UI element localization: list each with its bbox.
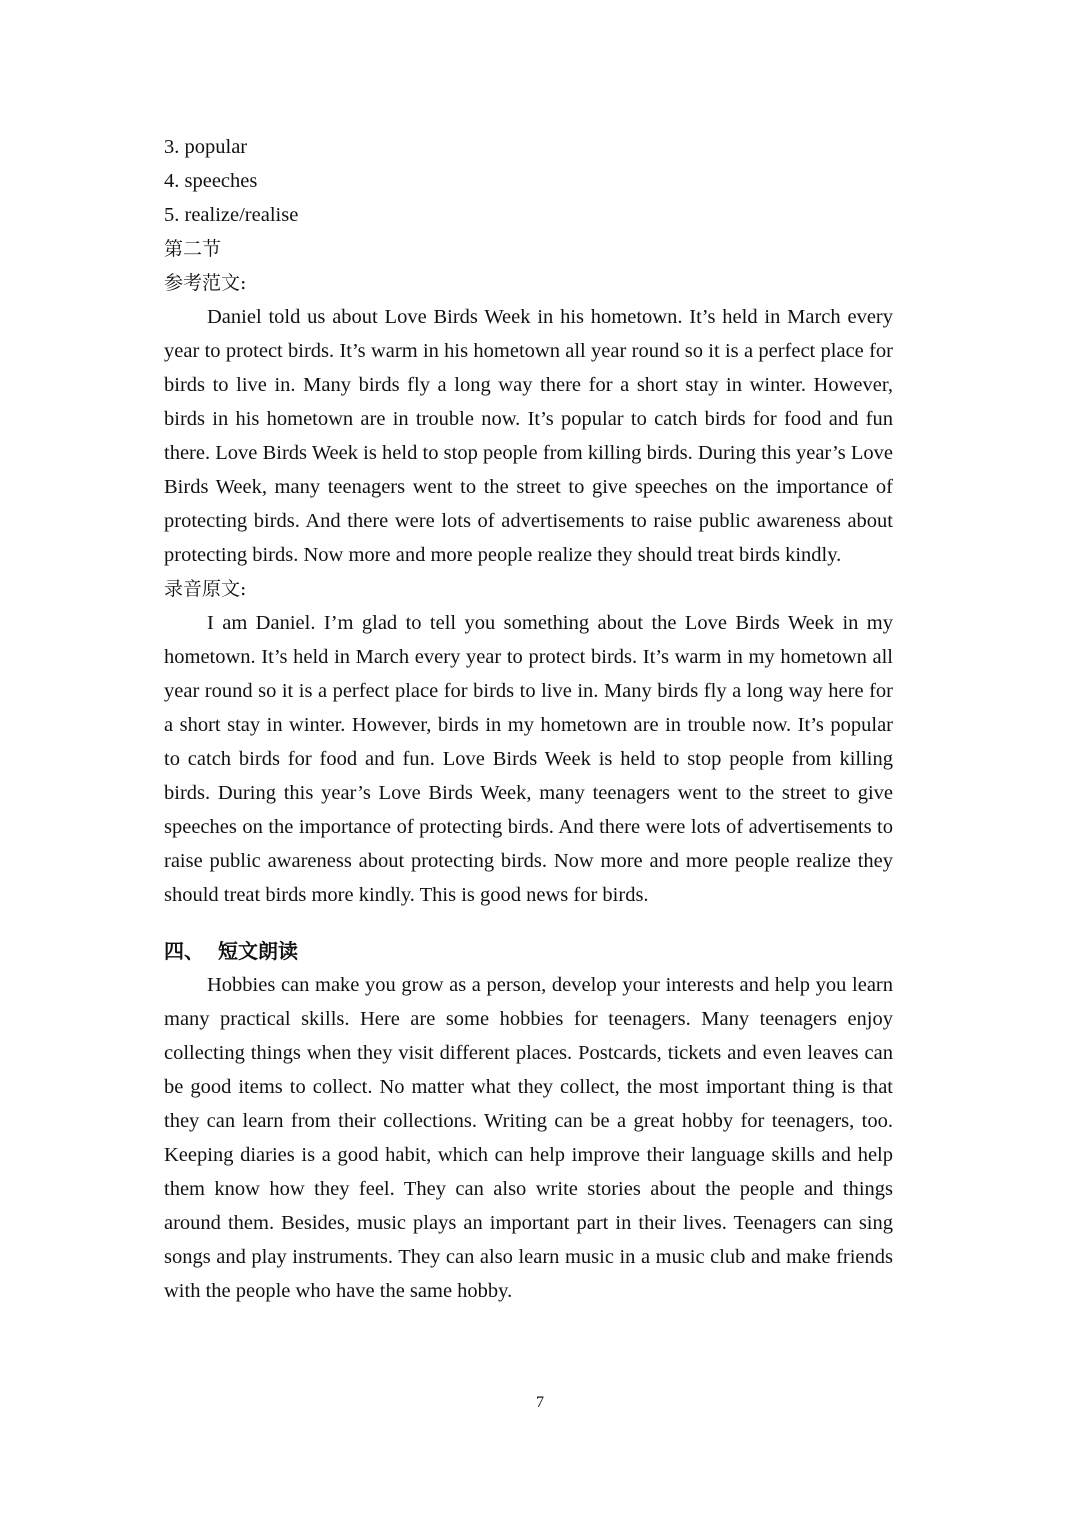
answer-item-4: 4. speeches: [164, 170, 258, 192]
document-page: [164, 130, 893, 1308]
sample-essay-paragraph: Daniel told us about Love Birds Week in his hometown. It’s held in March every year to protect birds. It’s warm in his hometown all year round so it is a perfect place for birds to live in. Many birds fly a long way there for a short stay in winter. However, birds in his hometown are in trouble now. It’s popular to catch birds for food and fun there. Love Birds Week is held to stop people from killing birds. During this year’s Love Birds Week, many teenagers went to the street to give speeches on the importance of protecting birds. And there were lots of advertisements to raise public awareness about protecting birds. Now more and more people realize they should treat birds kindly.: [164, 306, 893, 566]
transcript-paragraph: I am Daniel. I’m glad to tell you something about the Love Birds Week in my hometown. It’s held in March every year to protect birds. It’s warm in my hometown all year round so it is a perfect place for birds to live in. Many birds fly a long way here for a short stay in winter. However, birds in my hometown are in trouble now. It’s popular to catch birds for food and fun. Love Birds Week is held to stop people from killing birds. During this year’s Love Birds Week, many teenagers went to the street to give speeches on the importance of protecting birds. And there were lots of advertisements to raise public awareness about protecting birds. Now more and more people realize they should treat birds more kindly. This is good news for birds.: [164, 612, 893, 906]
answer-item-3: 3. popular: [164, 136, 248, 158]
answer-item-5: 5. realize/realise: [164, 204, 299, 226]
section-heading: [164, 934, 893, 968]
reading-passage-paragraph: Hobbies can make you grow as a person, develop your interests and help you learn many practical skills. Here are some hobbies for teenagers. Many teenagers enjoy collecting things when they visit different places. Postcards, tickets and even leaves can be good items to collect. No matter what they collect, the most important thing is that they can learn from their collections. Writing can be a great hobby for teenagers, too. Keeping diaries is a good habit, which can help improve their language skills and help them know how they feel. They can also write stories about the people and things around them. Besides, music plays an important part in their lives. Teenagers can sing songs and play instruments. They can also learn music in a music club and make friends with the people who have the same hobby.: [164, 974, 893, 1302]
sample-essay-label: 参考范文:: [164, 272, 247, 294]
section-title: 短文朗读: [218, 939, 298, 963]
section-number: 四、: [164, 939, 204, 963]
page-number: 7: [536, 1394, 544, 1411]
section-label: 第二节: [164, 238, 222, 260]
transcript-label: 录音原文:: [164, 578, 247, 600]
